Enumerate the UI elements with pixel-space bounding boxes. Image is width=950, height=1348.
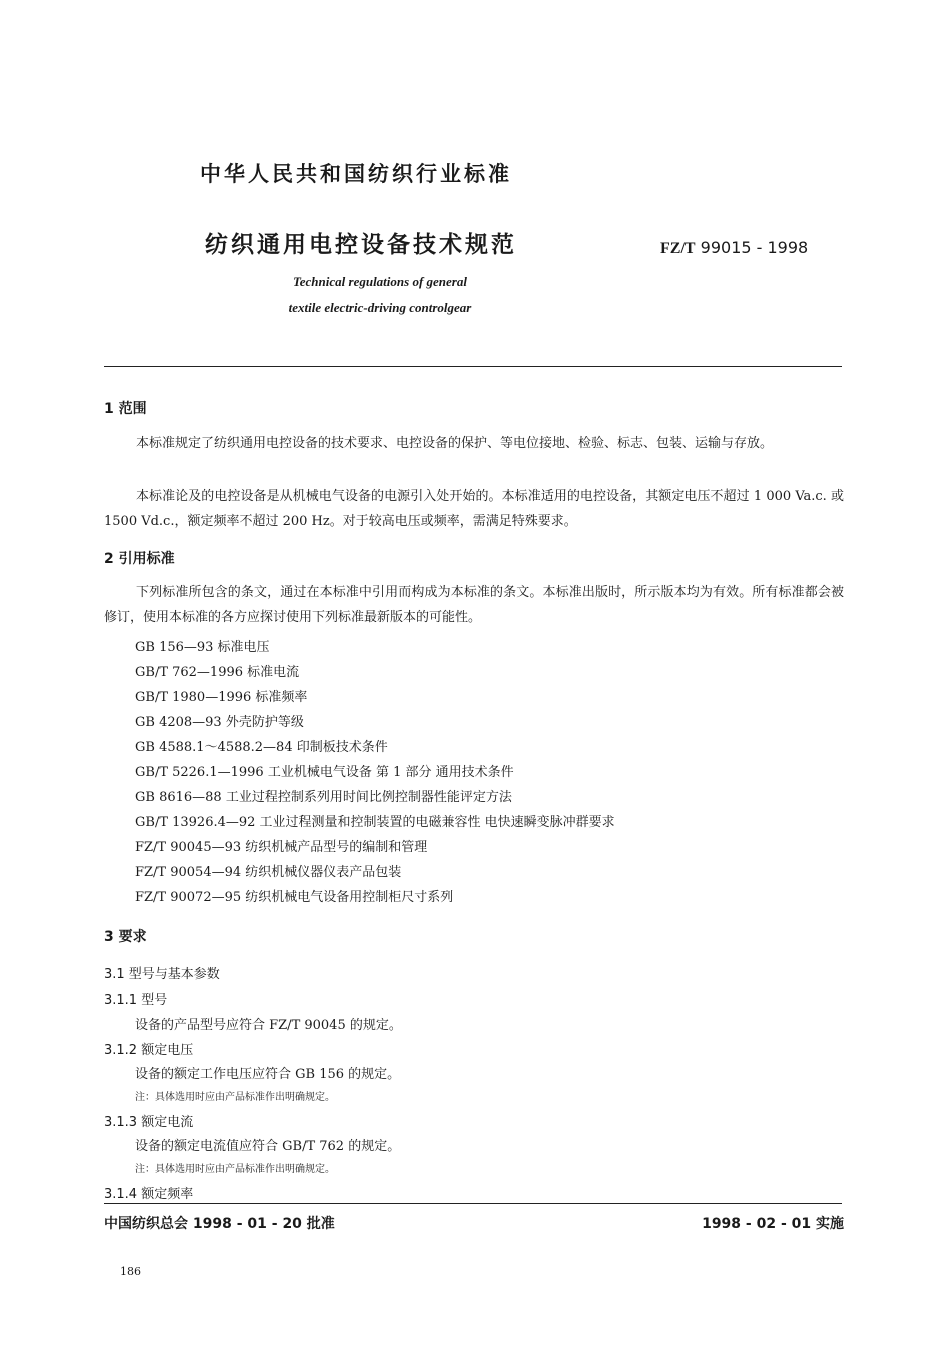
- section-1-paragraph-1: 本标准规定了纺织通用电控设备的技术要求、电控设备的保护、等电位接地、检验、标志、包装、运输与存放。: [136, 436, 774, 451]
- subsection-3-1-3-note: 注：具体选用时应由产品标准作出明确规定。: [135, 1164, 335, 1175]
- section-1-paragraph-2: 本标准论及的电控设备是从机械电气设备的电源引入处开始的。本标准适用的电控设备，其额定电压不超过 1 000 Va.c. 或 1500 Vd.c.，额定频率不超过 200 Hz。对于较高电压或频率，需满足特殊要求。: [104, 489, 844, 529]
- section-3-heading: 3 要求: [104, 929, 147, 945]
- implementation-line: 1998 - 02 - 01 实施: [702, 1216, 844, 1232]
- subsection-3-1-4: 3.1.4 额定频率: [104, 1187, 194, 1202]
- standard-category: 中华人民共和国纺织行业标准: [200, 162, 512, 186]
- reference-item: GB 4208—93 外壳防护等级: [135, 715, 304, 730]
- section-1-heading: 1 范围: [104, 401, 147, 417]
- reference-item: GB 8616—88 工业过程控制系列用时间比例控制器性能评定方法: [135, 790, 512, 805]
- subsection-3-1-3-text: 设备的额定电流值应符合 GB/T 762 的规定。: [135, 1139, 401, 1154]
- subsection-3-1-2: 3.1.2 额定电压: [104, 1043, 194, 1058]
- standard-code: [660, 238, 808, 258]
- document-title: 纺织通用电控设备技术规范: [205, 232, 517, 258]
- page-number: 186: [120, 1265, 141, 1278]
- reference-item: GB 156—93 标准电压: [135, 640, 270, 655]
- subsection-3-1-1-text: 设备的产品型号应符合 FZ/T 90045 的规定。: [135, 1018, 402, 1033]
- header-divider: [104, 366, 842, 367]
- reference-item: GB/T 5226.1—1996 工业机械电气设备 第 1 部分 通用技术条件: [135, 765, 514, 780]
- subsection-3-1-1: 3.1.1 型号: [104, 993, 168, 1008]
- reference-item: FZ/T 90072—95 纺织机械电气设备用控制柜尺寸系列: [135, 890, 454, 905]
- english-title-line2: textile electric-driving controlgear: [288, 300, 472, 315]
- reference-item: GB/T 1980—1996 标准频率: [135, 690, 308, 705]
- subsection-3-1-2-text: 设备的额定工作电压应符合 GB 156 的规定。: [135, 1067, 401, 1082]
- subsection-3-1: 3.1 型号与基本参数: [104, 967, 220, 982]
- subsection-3-1-3: 3.1.3 额定电流: [104, 1115, 194, 1130]
- section-2-intro: 下列标准所包含的条文，通过在本标准中引用而构成为本标准的条文。本标准出版时，所示版本均为有效。所有标准都会被修订，使用本标准的各方应探讨使用下列标准最新版本的可能性。: [104, 585, 844, 625]
- subsection-3-1-2-note: 注：具体选用时应由产品标准作出明确规定。: [135, 1092, 335, 1103]
- section-2-heading: 2 引用标准: [104, 551, 175, 567]
- reference-item: GB/T 762—1996 标准电流: [135, 665, 300, 680]
- reference-item: GB 4588.1～4588.2—84 印制板技术条件: [135, 740, 388, 755]
- english-title-line1: Technical regulations of general: [293, 274, 467, 289]
- reference-item: FZ/T 90054—94 纺织机械仪器仪表产品包装: [135, 865, 402, 880]
- standard-code-number: 99015 - 1998: [700, 238, 809, 257]
- footer-divider: [104, 1203, 842, 1204]
- approval-line: 中国纺织总会 1998 - 01 - 20 批准: [104, 1216, 335, 1232]
- standard-code-prefix: FZ/T: [660, 240, 696, 257]
- reference-item: FZ/T 90045—93 纺织机械产品型号的编制和管理: [135, 840, 428, 855]
- reference-item: GB/T 13926.4—92 工业过程测量和控制装置的电磁兼容性 电快速瞬变脉冲群要求: [135, 815, 615, 830]
